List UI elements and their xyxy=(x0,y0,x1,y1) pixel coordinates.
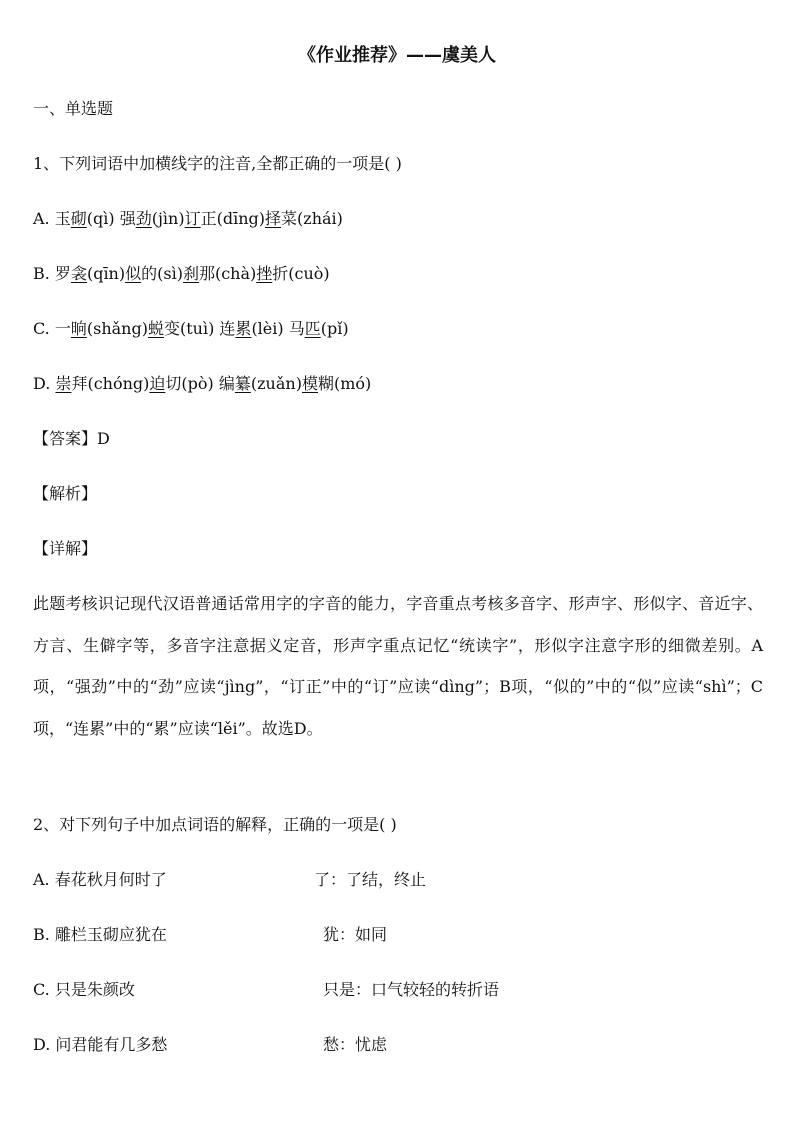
underlined-char: 模 xyxy=(301,374,318,393)
underlined-char: 迫 xyxy=(149,374,166,393)
underlined-char: 晌 xyxy=(70,319,87,338)
question-1-option-a: A. 玉砌(qì) 强劲(jìn)订正(dīng)择菜(zhái) xyxy=(33,209,343,228)
question-1-option-c: C. 一晌(shǎng)蜕变(tuì) 连累(lèi) 马匹(pǐ) xyxy=(33,319,349,338)
answer-line: 【答案】D xyxy=(33,429,110,448)
underlined-char: 订 xyxy=(184,209,201,228)
underlined-char: 择 xyxy=(265,209,282,228)
detail-label: 【详解】 xyxy=(33,539,98,558)
underlined-char: 似 xyxy=(125,264,142,283)
underlined-char: 累 xyxy=(235,319,252,338)
underlined-char: 劲 xyxy=(135,209,152,228)
underlined-char: 蜕 xyxy=(147,319,164,338)
question-2-option-c-gloss: 只是：口气较轻的转折语 xyxy=(323,980,500,999)
question-2-option-d: D. 问君能有几多愁 xyxy=(33,1035,168,1054)
underlined-char: 挫 xyxy=(256,264,273,283)
underlined-char: 衾 xyxy=(70,264,87,283)
underlined-char: 崇 xyxy=(55,374,72,393)
question-2-option-d-gloss: 愁：忧虑 xyxy=(323,1035,388,1054)
question-2-option-a-gloss: 了：了结，终止 xyxy=(314,870,427,889)
question-2-stem: 2、对下列句子中加点词语的解释，正确的一项是( ) xyxy=(33,815,397,834)
question-2-option-b: B. 雕栏玉砌应犹在 xyxy=(33,925,167,944)
document-title: 《作业推荐》——虞美人 xyxy=(298,45,496,66)
underlined-char: 匹 xyxy=(304,319,321,338)
underlined-char: 砌 xyxy=(70,209,87,228)
question-2-option-b-gloss: 犹：如同 xyxy=(323,925,388,944)
underlined-char: 纂 xyxy=(234,374,251,393)
analysis-label: 【解析】 xyxy=(33,484,98,503)
underlined-char: 刹 xyxy=(182,264,199,283)
question-1-option-b: B. 罗衾(qīn)似的(sì)刹那(chà)挫折(cuò) xyxy=(33,264,330,283)
section-heading: 一、单选题 xyxy=(33,99,114,118)
question-2-option-a: A. 春花秋月何时了 xyxy=(33,870,167,889)
question-2-option-c: C. 只是朱颜改 xyxy=(33,980,135,999)
detail-paragraph: 此题考核识记现代汉语普通话常用字的字音的能力，字音重点考核多音字、形声字、形似字、音近字、方言、生僻字等，多音字注意据义定音，形声字重点记忆“统读字”，形似字注意字形的细微差别。A项，“强劲”中的“劲”应读“jìng”，“订正”中的“订”应读“dìng”；B项，“似的”中的“似”应读“shì”；C项，“连累”中的“累”应读“lěi”。故选D。 xyxy=(33,594,763,738)
question-1-stem: 1、下列词语中加横线字的注音,全都正确的一项是( ) xyxy=(33,154,402,173)
question-1-option-d: D. 崇拜(chóng)迫切(pò) 编纂(zuǎn)模糊(mó) xyxy=(33,374,372,393)
